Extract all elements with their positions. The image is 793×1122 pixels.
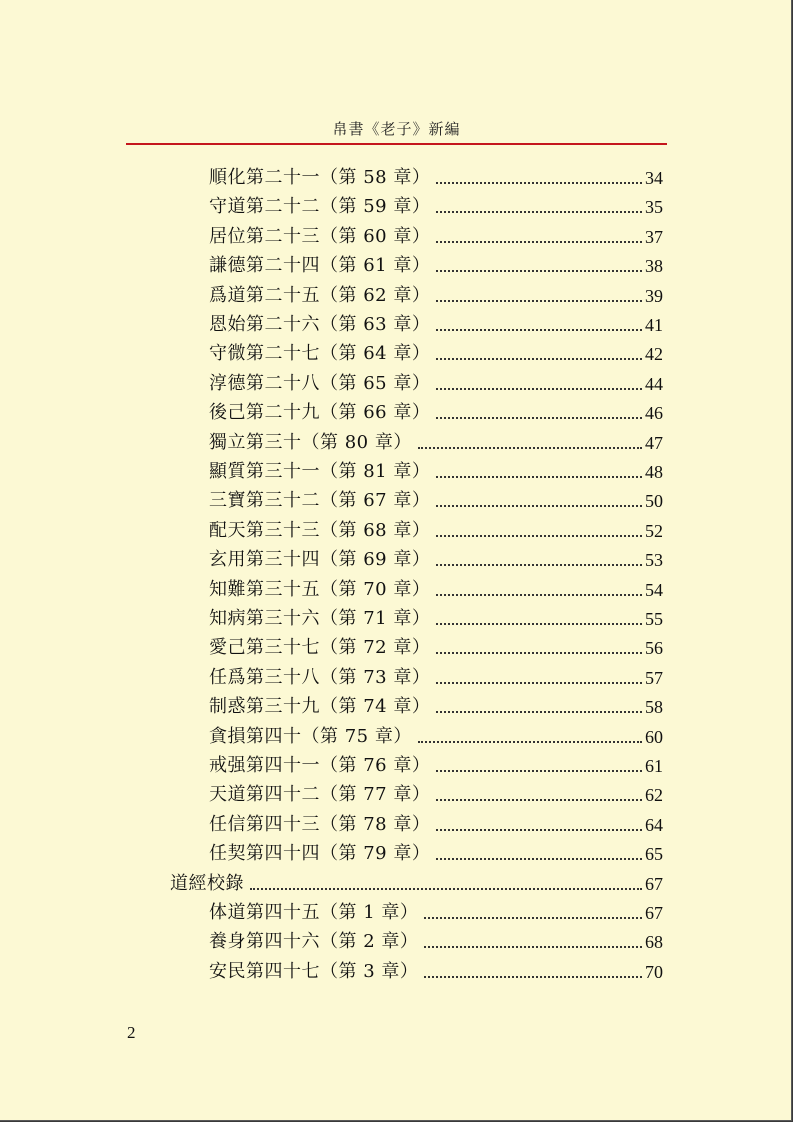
- toc-entry-title: 配天第三十三（第 68 章）: [209, 519, 431, 541]
- toc-dot-leader: [436, 857, 642, 860]
- toc-entry-title: 貪損第四十（第 75 章）: [209, 725, 412, 747]
- toc-entry-page-number: 53: [645, 550, 663, 571]
- toc-entry-page-number: 52: [645, 520, 663, 541]
- toc-entry[interactable]: [209, 719, 663, 748]
- toc-entry[interactable]: [209, 689, 663, 718]
- toc-entry[interactable]: [209, 189, 663, 218]
- toc-entry-page-number: 67: [645, 873, 663, 894]
- toc-entry-title: 順化第二十一（第 58 章）: [209, 167, 431, 188]
- toc-entry[interactable]: [209, 278, 663, 307]
- toc-dot-leader: [436, 328, 642, 331]
- toc-entry-page-number: 50: [645, 491, 663, 512]
- toc-entry-title: 守微第二十七（第 64 章）: [209, 343, 431, 365]
- toc-entry-title: 養身第四十六（第 2 章）: [209, 931, 419, 953]
- toc-entry-title: 任信第四十三（第 78 章）: [209, 813, 431, 835]
- toc-entry-title: 顯質第三十一（第 81 章）: [209, 461, 431, 482]
- toc-entry[interactable]: [209, 836, 663, 865]
- toc-entry-title: 任契第四十四（第 79 章）: [209, 843, 431, 865]
- toc-entry-title: 淳德第二十八（第 65 章）: [209, 372, 431, 394]
- toc-entry-title: 知病第三十六（第 71 章）: [209, 608, 431, 629]
- toc-dot-leader: [436, 534, 642, 537]
- toc-entry-page-number: 58: [645, 697, 663, 718]
- toc-dot-leader: [436, 563, 642, 566]
- toc-entry-page-number: 48: [645, 462, 663, 482]
- toc-entry-page-number: 56: [645, 638, 663, 659]
- toc-entry-title: 爲道第二十五（第 62 章）: [209, 284, 431, 306]
- toc-entry-page-number: 47: [645, 432, 663, 453]
- toc-dot-leader: [424, 975, 642, 978]
- toc-dot-leader: [436, 269, 642, 272]
- toc-dot-leader: [436, 651, 642, 654]
- toc-entry[interactable]: [209, 601, 663, 630]
- toc-entry-title: 制惑第三十九（第 74 章）: [209, 696, 431, 718]
- toc-entry[interactable]: [209, 660, 663, 689]
- toc-entry-page-number: 46: [645, 403, 663, 424]
- toc-entry-title: 謙德第二十四（第 61 章）: [209, 255, 431, 277]
- toc-entry-title: 任爲第三十八（第 73 章）: [209, 666, 431, 688]
- toc-dot-leader: [436, 416, 642, 419]
- toc-dot-leader: [436, 828, 642, 831]
- toc-entry[interactable]: [209, 630, 663, 659]
- toc-dot-leader: [436, 681, 642, 684]
- toc-entry[interactable]: [209, 160, 663, 189]
- toc-entry[interactable]: [209, 219, 663, 248]
- running-header: 帛書《老子》新編: [332, 120, 461, 138]
- toc-entry-page-number: 67: [645, 903, 663, 923]
- toc-dot-leader: [436, 357, 642, 360]
- toc-entry-page-number: 41: [645, 315, 663, 335]
- toc-entry[interactable]: [209, 895, 663, 924]
- toc-entry[interactable]: [209, 513, 663, 542]
- toc-dot-leader: [418, 446, 642, 449]
- toc-dot-leader: [436, 299, 642, 302]
- toc-dot-leader: [424, 945, 642, 948]
- toc-entry[interactable]: [209, 307, 663, 336]
- toc-entry-title: 愛己第三十七（第 72 章）: [209, 637, 431, 659]
- toc-entry-page-number: 54: [645, 579, 663, 600]
- toc-entry-title: 天道第四十二（第 77 章）: [209, 784, 431, 806]
- toc-entry-page-number: 70: [645, 961, 663, 982]
- toc-entry[interactable]: [209, 748, 663, 777]
- toc-entry-page-number: 44: [645, 373, 663, 394]
- toc-dot-leader: [436, 504, 642, 507]
- toc-entry-page-number: 38: [645, 256, 663, 277]
- toc-entry-page-number: 60: [645, 726, 663, 747]
- toc-entry[interactable]: [209, 572, 663, 601]
- toc-entry-page-number: 37: [645, 226, 663, 247]
- toc-entry-page-number: 64: [645, 814, 663, 835]
- toc-dot-leader: [436, 240, 642, 243]
- toc-entry-title: 獨立第三十（第 80 章）: [209, 431, 412, 453]
- toc-dot-leader: [436, 769, 642, 772]
- toc-entry-title: 安民第四十七（第 3 章）: [209, 960, 419, 982]
- toc-entry[interactable]: [209, 336, 663, 365]
- toc-entry-title: 居位第二十三（第 60 章）: [209, 225, 431, 247]
- toc-entry-title: 体道第四十五（第 1 章）: [209, 902, 419, 923]
- toc-entry[interactable]: [209, 954, 663, 983]
- toc-dot-leader: [418, 740, 642, 743]
- toc-entry-title: 戒强第四十一（第 76 章）: [209, 755, 431, 776]
- toc-entry-page-number: 55: [645, 609, 663, 629]
- toc-entry-title: 三寶第三十二（第 67 章）: [209, 490, 431, 512]
- toc-entry[interactable]: [209, 483, 663, 512]
- toc-entry-page-number: 34: [645, 168, 663, 188]
- toc-entry-page-number: 68: [645, 932, 663, 953]
- toc-entry[interactable]: [209, 777, 663, 806]
- toc-entry-title: 守道第二十二（第 59 章）: [209, 196, 431, 218]
- toc-dot-leader: [436, 387, 642, 390]
- toc-dot-leader: [436, 181, 642, 184]
- toc-dot-leader: [436, 210, 642, 213]
- toc-entry[interactable]: [209, 248, 663, 277]
- toc-entry[interactable]: [209, 807, 663, 836]
- toc-entry-page-number: 62: [645, 785, 663, 806]
- toc-entry-title: 恩始第二十六（第 63 章）: [209, 314, 431, 335]
- toc-dot-leader: [424, 916, 642, 919]
- toc-dot-leader: [250, 887, 642, 890]
- toc-section-entry[interactable]: [170, 866, 663, 895]
- toc-entry-page-number: 57: [645, 667, 663, 688]
- toc-entry-page-number: 61: [645, 756, 663, 776]
- toc-entry-page-number: 65: [645, 844, 663, 865]
- toc-dot-leader: [436, 475, 642, 478]
- toc-entry-title: 後己第二十九（第 66 章）: [209, 402, 431, 424]
- toc-dot-leader: [436, 710, 642, 713]
- toc-entry[interactable]: [209, 366, 663, 395]
- toc-entry[interactable]: [209, 924, 663, 953]
- toc-entry-title: 知難第三十五（第 70 章）: [209, 578, 431, 600]
- header-rule: [126, 143, 667, 145]
- toc-entry[interactable]: [209, 395, 663, 424]
- toc-entry-page-number: 42: [645, 344, 663, 365]
- toc-entry[interactable]: [209, 425, 663, 454]
- toc-entry-page-number: 39: [645, 285, 663, 306]
- toc-entry-page-number: 35: [645, 197, 663, 218]
- toc-entry[interactable]: [209, 542, 663, 571]
- toc-entry-title: 玄用第三十四（第 69 章）: [209, 549, 431, 571]
- toc-entry[interactable]: [209, 454, 663, 483]
- toc-dot-leader: [436, 798, 642, 801]
- toc-dot-leader: [436, 622, 642, 625]
- page-number: 2: [127, 1023, 136, 1042]
- toc-dot-leader: [436, 593, 642, 596]
- toc-entry-title: 道經校錄: [170, 872, 244, 894]
